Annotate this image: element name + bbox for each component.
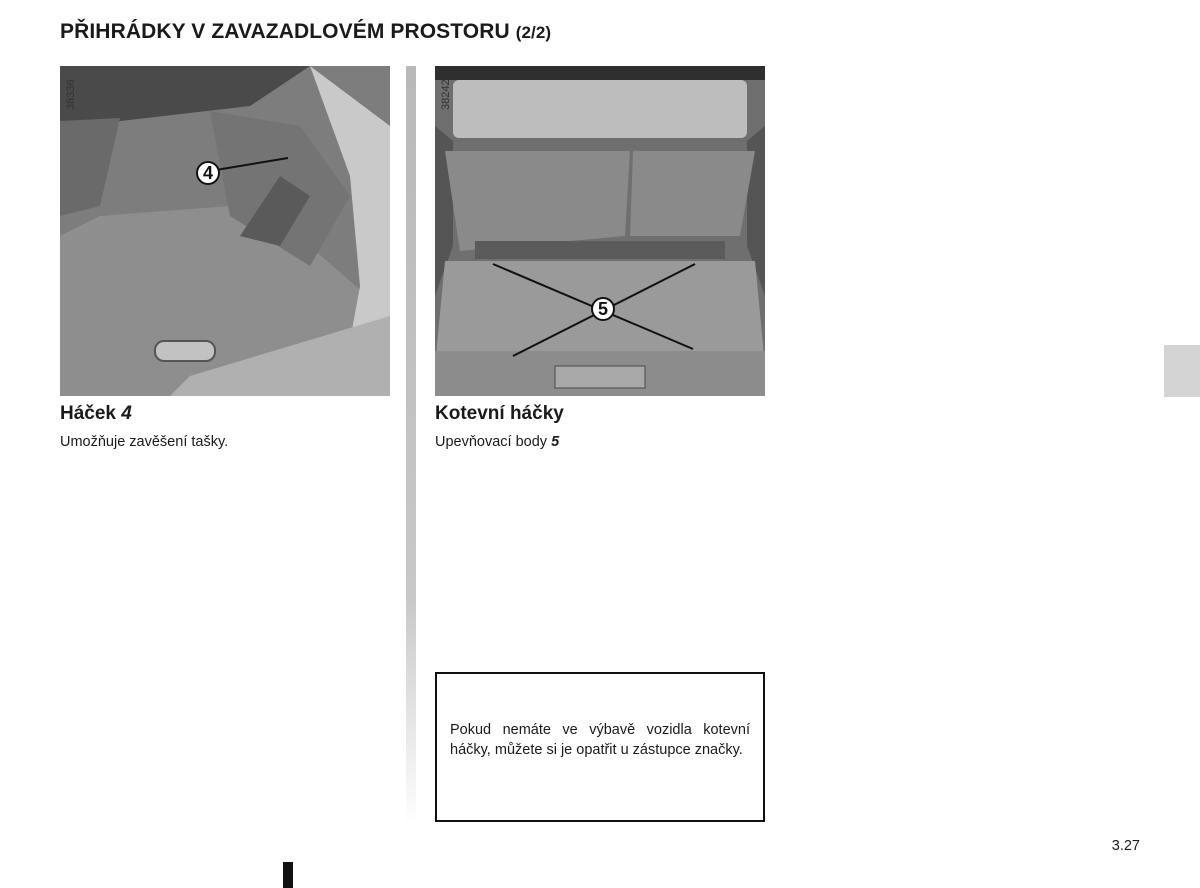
page-number: 3.27	[1111, 838, 1140, 854]
note-text: Pokud nemáte ve výbavě vozidla kotevní háčky, můžete si je opatřit u zástupce značky.	[450, 722, 750, 758]
heading-hook-text: Háček	[60, 403, 116, 424]
anchors-description-text: Upevňovací body	[435, 434, 548, 450]
trunk-hook-illustration	[60, 66, 390, 396]
anchor-points-illustration	[435, 66, 765, 396]
page-title	[60, 20, 551, 44]
callout-4: 4	[196, 161, 220, 185]
photo-code-left: 38336	[65, 79, 77, 110]
column-divider	[406, 66, 416, 826]
anchors-description	[435, 434, 559, 450]
chapter-tab	[1164, 345, 1200, 397]
page-title-suffix: (2/2)	[515, 23, 552, 42]
hook-description: Umožňuje zavěšení tašky.	[60, 434, 229, 450]
callout-5: 5	[591, 297, 615, 321]
anchor-points-photo	[435, 66, 765, 396]
section-heading-hook	[60, 403, 132, 425]
note-box	[435, 672, 765, 822]
trunk-hook-photo	[60, 66, 390, 396]
section-heading-anchors: Kotevní háčky	[435, 403, 564, 424]
heading-hook-number: 4	[121, 403, 132, 424]
page-title-text: PŘIHRÁDKY V ZAVAZADLOVÉM PROSTORU	[60, 20, 510, 43]
crop-mark	[283, 862, 293, 888]
anchors-description-number: 5	[551, 434, 560, 450]
photo-code-right: 38242	[440, 79, 452, 110]
